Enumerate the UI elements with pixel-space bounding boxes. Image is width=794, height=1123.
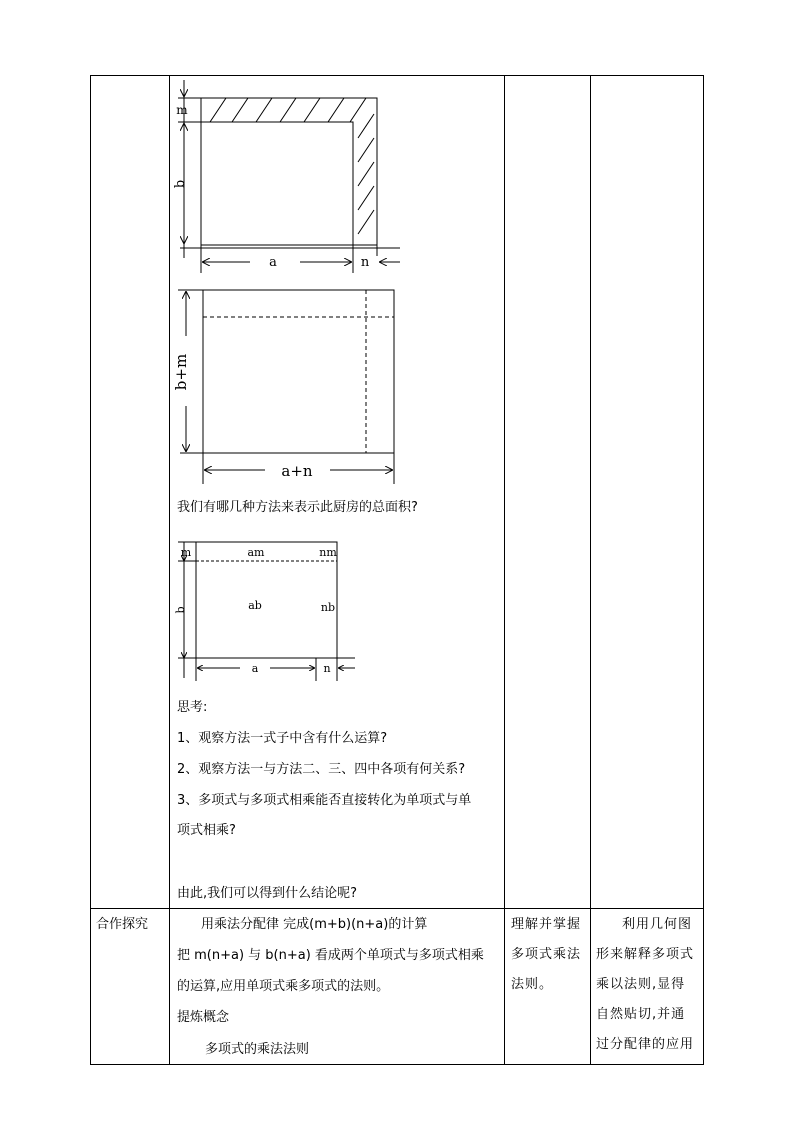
row-divider (90, 908, 704, 909)
cell-am: am (247, 546, 265, 559)
kitchen-diagram-1 (170, 78, 410, 278)
label-n: n (360, 255, 370, 270)
kitchen-diagram-2 (170, 286, 410, 486)
table-top-border (90, 75, 704, 76)
label-m-small: m (180, 546, 192, 559)
label-a-small: a (251, 662, 259, 675)
question-total-area: 我们有哪几种方法来表示此厨房的总面积? (177, 500, 418, 515)
label-a: a (269, 255, 277, 270)
stage-label: 合作探究 (96, 917, 149, 932)
think-question-1: 1、观察方法一式子中含有什么运算? (177, 731, 388, 746)
label-b-plus-m: b+m (172, 353, 190, 391)
cell-nb: nb (320, 601, 336, 614)
content-line-3: 的运算,应用单项式乘多项式的法则。 (177, 979, 390, 994)
content-line-1: 用乘法分配律 完成(m+b)(n+a)的计算 (201, 917, 428, 932)
design-intent: 利用几何图形来解释多项式乘以法则,显得自然贴切,并通过分配律的应用 (596, 917, 695, 1052)
table-left-border (90, 75, 91, 1065)
table-right-border (703, 75, 704, 1065)
label-m: m (176, 103, 188, 117)
label-n-small: n (323, 662, 331, 675)
think-question-3-line-2: 项式相乘? (177, 823, 236, 838)
label-b: b (173, 179, 188, 189)
label-b-small: b (174, 606, 187, 614)
think-question-2: 2、观察方法一与方法二、三、四中各项有何关系? (177, 762, 466, 777)
column-divider-2 (504, 75, 505, 1065)
think-title: 思考: (177, 700, 208, 715)
content-line-5: 多项式的乘法法则 (205, 1042, 310, 1057)
label-a-plus-n: a+n (281, 462, 313, 480)
student-activity: 理解并掌握多项式乘法法则。 (511, 917, 582, 992)
table-bottom-border (90, 1064, 704, 1065)
area-breakdown-diagram (170, 536, 370, 686)
cell-ab: ab (248, 599, 262, 612)
content-line-4: 提炼概念 (177, 1010, 230, 1025)
column-divider-3 (590, 75, 591, 1065)
cell-nm: nm (319, 546, 337, 559)
conclusion-question: 由此,我们可以得到什么结论呢? (177, 886, 358, 901)
content-line-2: 把 m(n+a) 与 b(n+a) 看成两个单项式与多项式相乘 (177, 948, 484, 963)
think-question-3-line-1: 3、多项式与多项式相乘能否直接转化为单项式与单 (177, 793, 472, 808)
